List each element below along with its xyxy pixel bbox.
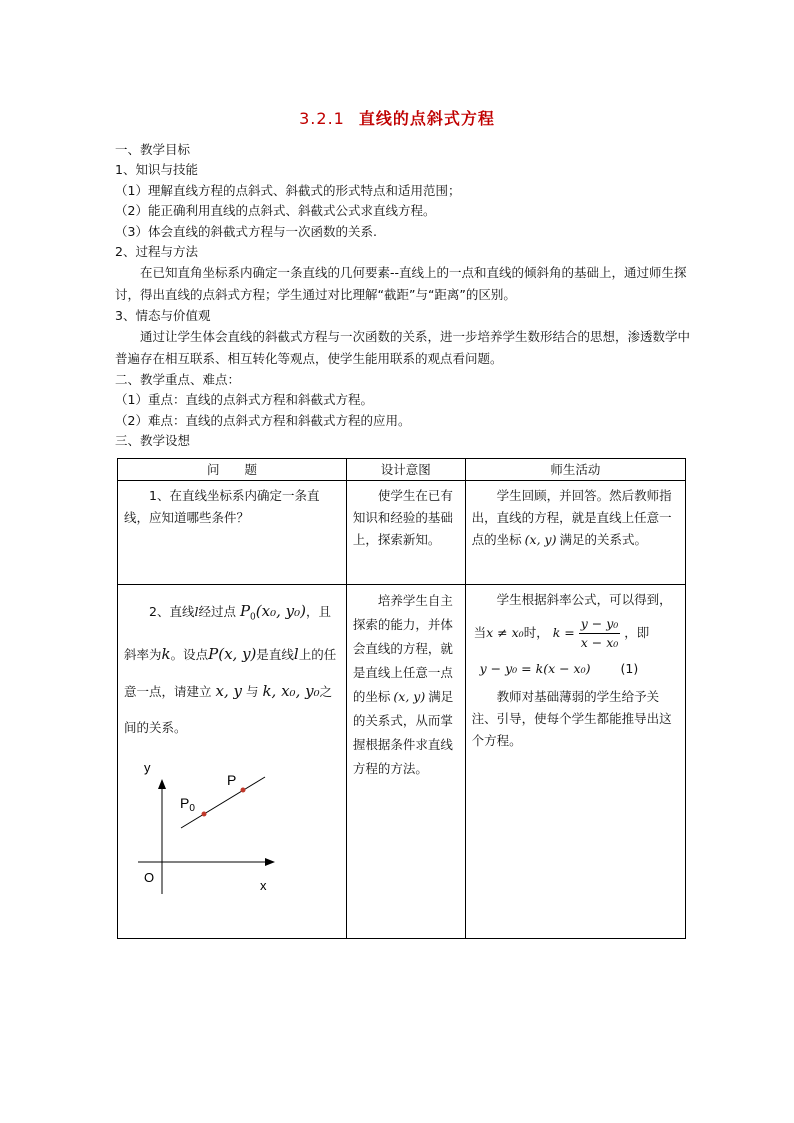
page-title bbox=[0, 106, 794, 129]
y-axis-label: y bbox=[144, 759, 151, 775]
intent-a: 培养学生自主探索的能力，并体会直线的方程，就是直线上任意一点的坐标 bbox=[352, 593, 453, 704]
q-p0-sub: 0 bbox=[250, 612, 256, 623]
row1-activity-math: (x, y) bbox=[524, 532, 557, 547]
q-p: P(x, y) bbox=[208, 644, 257, 663]
table-row bbox=[118, 585, 686, 939]
sub2-heading: 2、过程与方法 bbox=[115, 244, 198, 259]
act-line-4: 教师对基础薄弱的学生给予关注、引导，使每个学生都能推导出这个方程。 bbox=[471, 689, 672, 748]
section2-item-1: （1）重点：直线的点斜式方程和斜截式方程。 bbox=[115, 392, 373, 407]
q-p0-args: (x₀, y₀) bbox=[255, 602, 306, 620]
act-line-3 bbox=[472, 658, 679, 680]
q-a: 2、直线 bbox=[149, 604, 195, 619]
row2-intent-text bbox=[353, 589, 459, 781]
p0-label-letter: P bbox=[180, 794, 190, 811]
sub1-item-1: （1）理解直线方程的点斜式、斜截式的形式特点和适用范围； bbox=[115, 183, 461, 198]
q-h: 之间的关系。 bbox=[124, 683, 333, 735]
q-c: ，且斜率为 bbox=[124, 604, 331, 662]
row1-activity-a: 学生回顾，并回答。然后教师指出，直线的方程，就是直线上任意一点的坐标 bbox=[471, 488, 672, 547]
act2-a: 当 bbox=[473, 625, 487, 640]
row2-intent bbox=[346, 585, 465, 939]
sub2-text: 在已知直角坐标系内确定一条直线的几何要素--直线上的一点和直线的倾斜角的基础上，通过师生探讨，得出直线的点斜式方程；学生通过对比理解“截距”与“距离”的区别。 bbox=[115, 265, 687, 302]
row2-activity bbox=[465, 585, 685, 939]
teaching-plan-table bbox=[117, 458, 686, 939]
sub1-item-2: （2）能正确利用直线的点斜式、斜截式公式求直线方程。 bbox=[115, 203, 436, 218]
act2-c: ，即 bbox=[624, 625, 650, 640]
q-f: 上的任意一点，请建立 bbox=[124, 646, 337, 699]
section3-heading: 三、教学设想 bbox=[115, 433, 191, 448]
act2-k: k = bbox=[552, 625, 575, 640]
sub3-text: 通过让学生体会直线的斜截式方程与一次函数的关系，进一步培养学生数形结合的思想，渗透数学中普遍存在相互联系、相互转化等观点，使学生能用联系的观点看问题。 bbox=[115, 329, 691, 366]
fraction-numerator: y − y₀ bbox=[579, 615, 621, 634]
header-intent: 设计意图 bbox=[346, 459, 465, 481]
title-number: 3.2.1 bbox=[299, 109, 345, 128]
p0-label-sub: 0 bbox=[189, 802, 195, 814]
point-p bbox=[241, 787, 246, 792]
sub1-item-3: （3）体会直线的斜截式方程与一次函数的关系. bbox=[115, 224, 377, 239]
row1-activity-b: 满足的关系式。 bbox=[559, 532, 647, 547]
row2-question-text bbox=[124, 589, 340, 746]
row1-intent: 使学生在已有知识和经验的基础上，探索新知。 bbox=[346, 481, 465, 585]
point-p0 bbox=[202, 811, 207, 816]
act-line-2 bbox=[472, 615, 679, 652]
title-text: 直线的点斜式方程 bbox=[358, 109, 495, 128]
section2-heading: 二、教学重点、难点： bbox=[115, 372, 241, 387]
slope-fraction bbox=[579, 615, 621, 652]
equation-tag: (1) bbox=[620, 661, 639, 676]
row1-question: 1、在直线坐标系内确定一条直线，应知道哪些条件？ bbox=[118, 481, 347, 585]
intent-math: (x, y) bbox=[393, 689, 426, 704]
q-d: 。设点 bbox=[170, 646, 209, 662]
x-axis-label: x bbox=[260, 877, 267, 893]
q-g: 与 bbox=[245, 683, 259, 699]
table-row bbox=[118, 481, 686, 585]
table-header-row bbox=[118, 459, 686, 481]
sub3-heading: 3、情态与价值观 bbox=[115, 308, 211, 323]
p0-label bbox=[180, 795, 195, 814]
section2-item-2: （2）难点：直线的点斜式方程和斜截式方程的应用。 bbox=[115, 413, 411, 428]
sub1-heading: 1、知识与技能 bbox=[115, 162, 198, 177]
coordinate-diagram bbox=[124, 754, 324, 899]
section1-heading: 一、教学目标 bbox=[115, 142, 191, 157]
act-line-1: 学生根据斜率公式，可以得到， bbox=[496, 592, 672, 607]
header-activity: 师生活动 bbox=[465, 459, 685, 481]
q-p0: P bbox=[239, 602, 251, 620]
header-question: 问 题 bbox=[118, 459, 347, 481]
q-e: 是直线 bbox=[256, 646, 294, 662]
intent-b: 满足的关系式，从而掌握根据条件求直线方程的方法。 bbox=[352, 689, 454, 776]
point-slope-equation: y − y₀ = k(x − x₀) bbox=[479, 661, 591, 676]
p-label: P bbox=[227, 771, 237, 788]
q-l2: l bbox=[293, 644, 299, 663]
fraction-denominator: x − x₀ bbox=[580, 635, 619, 650]
q-k: k bbox=[161, 644, 171, 663]
q-b: 经过点 bbox=[198, 604, 236, 619]
act2-cond: x ≠ x₀ bbox=[486, 625, 524, 640]
origin-label: O bbox=[144, 869, 155, 885]
q-l: l bbox=[194, 604, 199, 619]
q-vars: k, x₀, y₀ bbox=[262, 681, 320, 700]
act2-b: 时， bbox=[523, 625, 549, 640]
row2-question bbox=[118, 585, 347, 939]
q-xy: x, y bbox=[215, 681, 242, 700]
row1-activity bbox=[465, 481, 685, 585]
